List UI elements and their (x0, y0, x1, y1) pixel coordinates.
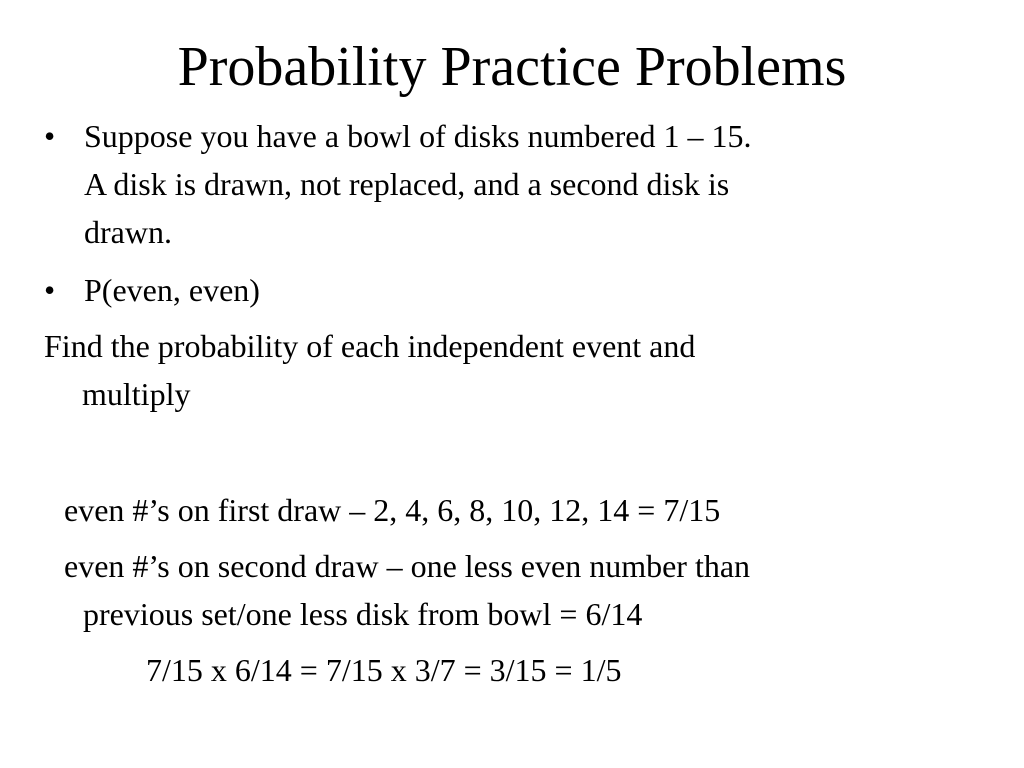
event-text: P(even, even) (84, 272, 260, 308)
first-draw-text: even #’s on first draw – 2, 4, 6, 8, 10, 12, 14 = 7/15 (64, 492, 721, 528)
second-draw-line-1: even #’s on second draw – one less even number than (64, 548, 751, 584)
first-draw-step (64, 486, 720, 534)
instruction-text (44, 322, 695, 418)
second-draw-step (64, 542, 750, 638)
final-calculation (146, 646, 621, 694)
instruction-line-2: multiply (82, 376, 191, 412)
bullet-marker: • (44, 118, 56, 154)
slide-title: Probability Practice Problems (177, 36, 847, 98)
bullet-marker: • (44, 272, 56, 308)
bullet-problem-statement (84, 112, 751, 256)
final-calculation-text: 7/15 x 6/14 = 7/15 x 3/7 = 3/15 = 1/5 (146, 652, 622, 688)
problem-line-1: Suppose you have a bowl of disks numbered 1 – 15. (84, 118, 752, 154)
second-draw-line-2: previous set/one less disk from bowl = 6/14 (83, 596, 643, 632)
problem-line-2: A disk is drawn, not replaced, and a second disk is (84, 166, 730, 202)
instruction-line-1: Find the probability of each independent event and (44, 328, 696, 364)
bullet-event (84, 266, 260, 314)
problem-line-3: drawn. (84, 214, 172, 250)
